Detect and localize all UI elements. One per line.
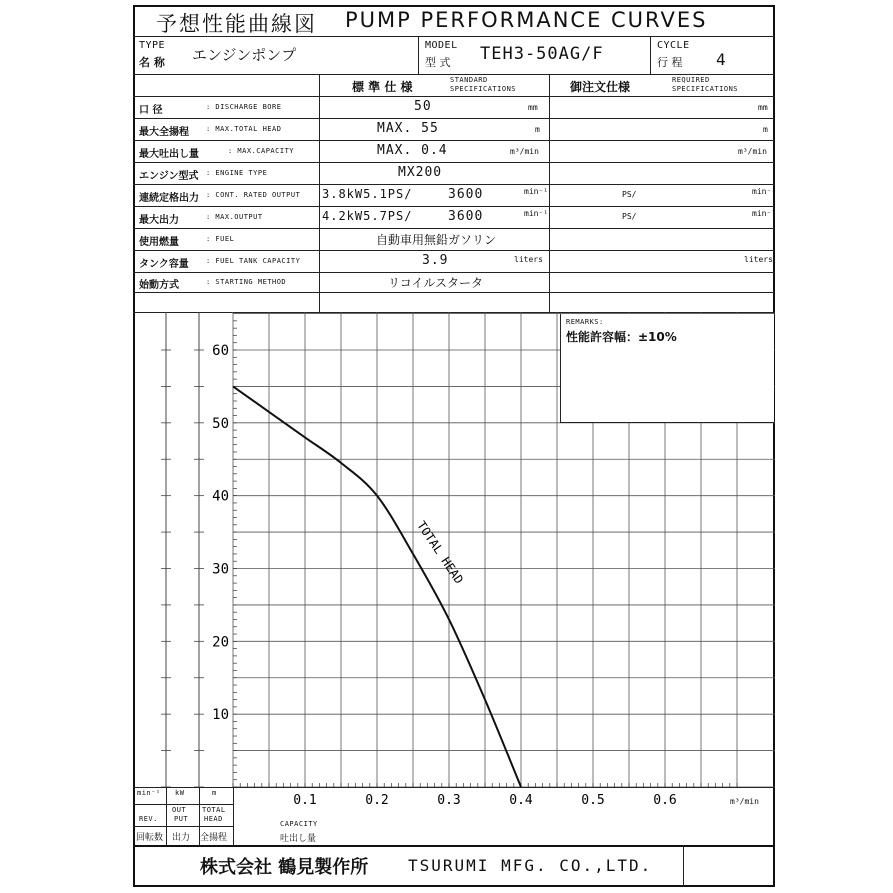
title-jp: 予想性能曲線図 [156,12,317,36]
spec-label-jp: 連続定格出力 [139,193,199,204]
head-tick-label: 40 [212,488,229,505]
spec-label-jp: エンジン型式 [139,171,199,182]
spec-standard-value: 3.9 [422,253,449,268]
head-tick-label: 50 [212,415,229,432]
divider [133,206,775,207]
capacity-label-en: CAPACITY [280,820,318,828]
spec-standard-unit: m³/min [510,147,539,156]
spec-label-en: : FUEL TANK CAPACITY [206,257,301,265]
capacity-tick-label: 0.1 [293,793,317,808]
spec-required-unit: m³/min [738,147,767,156]
model-value: TEH3-50AG/F [480,44,604,64]
capacity-label-jp: 吐出し量 [280,834,317,844]
divider [199,787,200,845]
required-spec-en-2: SPECIFICATIONS [672,85,739,93]
divider [133,162,775,163]
spec-required-ps: PS/ [622,212,637,221]
spec-label-jp: 口 径 [139,105,163,116]
spec-standard-unit: m [535,125,540,134]
spec-standard-value: 4.2kW5.7PS/ [322,209,413,223]
cycle-value: 4 [716,50,727,69]
title-en: PUMP PERFORMANCE CURVES [345,8,708,32]
spec-label-en: : MAX.TOTAL HEAD [206,125,282,133]
spec-label-en: : STARTING METHOD [206,278,287,286]
spec-label-jp: タンク容量 [139,259,189,270]
spec-required-unit: min⁻¹ [752,187,777,196]
spec-required-unit: min⁻¹ [752,209,777,218]
remarks-label: REMARKS: [566,318,604,326]
spec-label-en: : MAX.CAPACITY [228,147,295,155]
company-name-en: TSURUMI MFG. CO.,LTD. [408,856,653,875]
divider [319,74,320,312]
spec-label-jp: 使用燃量 [139,237,179,248]
capacity-unit: m³/min [730,797,759,806]
spec-label-en: : CONT. RATED OUTPUT [206,191,301,199]
spec-required-unit: mm [758,103,768,112]
spec-label-en: : DISCHARGE BORE [206,103,282,111]
spec-standard-value: MAX. 55 [377,121,439,136]
output-label-jp: 出力 [172,833,191,843]
total-head-series-label: TOTAL HEAD [414,518,467,587]
type-value: エンジンポンプ [192,46,297,64]
spec-standard-unit: min⁻¹ [524,209,549,218]
divider [133,845,775,847]
head-label-en-2: HEAD [204,815,223,823]
spec-standard-value: リコイルスタータ [388,276,484,290]
head-label-jp: 全揚程 [200,833,228,843]
spec-label-en: : FUEL [206,235,235,243]
spec-required-unit: liters [744,255,773,264]
divider [650,36,651,74]
head-tick-label: 20 [212,634,229,651]
capacity-tick-label: 0.5 [581,793,605,808]
divider [133,787,775,788]
capacity-tick-label: 0.3 [437,793,461,808]
rev-label-en: REV. [139,815,158,823]
spec-standard-rpm: 3600 [448,209,484,224]
head-tick-label: 10 [212,707,229,724]
divider [133,74,775,75]
spec-standard-value: MX200 [398,165,443,180]
model-label-en: MODEL [425,40,458,51]
divider [418,36,419,74]
head-unit: m [212,789,217,797]
remarks-text: 性能許容幅：±10% [566,330,677,344]
output-label-en-2: PUT [174,815,189,823]
spec-label-jp: 最大全揚程 [139,127,189,138]
spec-required-ps: PS/ [622,190,637,199]
divider [133,228,775,229]
spec-standard-unit: min⁻¹ [524,187,549,196]
spec-standard-value: 自動車用無鉛ガソリン [376,233,497,247]
cycle-label-en: CYCLE [657,40,690,51]
spec-label-jp: 最大吐出し量 [139,149,199,160]
spec-standard-value: 50 [414,99,432,114]
spec-label-jp: 最大出力 [139,215,179,226]
spec-label-jp: 始動方式 [139,280,179,291]
rev-unit: min⁻¹ [137,789,161,797]
head-tick-label: 30 [212,561,229,578]
spec-standard-value: 3.8kW5.1PS/ [322,187,413,201]
capacity-tick-label: 0.2 [365,793,389,808]
spec-standard-unit: mm [528,103,538,112]
standard-spec-jp: 標 準 仕 様 [352,80,413,94]
spec-standard-unit: liters [514,255,543,264]
divider [133,36,775,37]
divider [133,826,233,827]
spec-required-unit: m [763,125,768,134]
divider [133,140,775,141]
spec-standard-rpm: 3600 [448,187,484,202]
company-name-jp: 株式会社 鶴見製作所 [200,857,369,878]
head-label-en-1: TOTAL [202,806,226,814]
divider [133,272,775,273]
divider [133,250,775,251]
standard-spec-en-1: STANDARD [450,76,488,84]
divider [133,96,775,97]
spec-label-en: : ENGINE TYPE [206,169,268,177]
divider [683,845,684,887]
cycle-label-jp: 行 程 [657,56,683,69]
head-tick-label: 60 [212,343,229,359]
type-label-jp: 名 称 [139,56,165,69]
rev-label-jp: 回転数 [136,833,164,843]
output-unit: kW [175,789,185,797]
divider [233,787,234,845]
type-label-en: TYPE [139,40,166,51]
divider [133,292,775,293]
order-spec-jp: 御注文仕様 [570,80,631,94]
required-spec-en-1: REQUIRED [672,76,710,84]
spec-standard-value: MAX. 0.4 [377,143,448,158]
output-label-en-1: OUT [172,806,187,814]
divider [133,804,233,805]
capacity-tick-label: 0.4 [509,793,533,808]
model-label-jp: 型 式 [425,56,451,69]
spec-label-en: : MAX.OUTPUT [206,213,263,221]
capacity-tick-label: 0.6 [653,793,677,808]
divider [549,74,550,312]
divider [133,184,775,185]
divider [133,118,775,119]
divider [166,787,167,845]
standard-spec-en-2: SPECIFICATIONS [450,85,517,93]
